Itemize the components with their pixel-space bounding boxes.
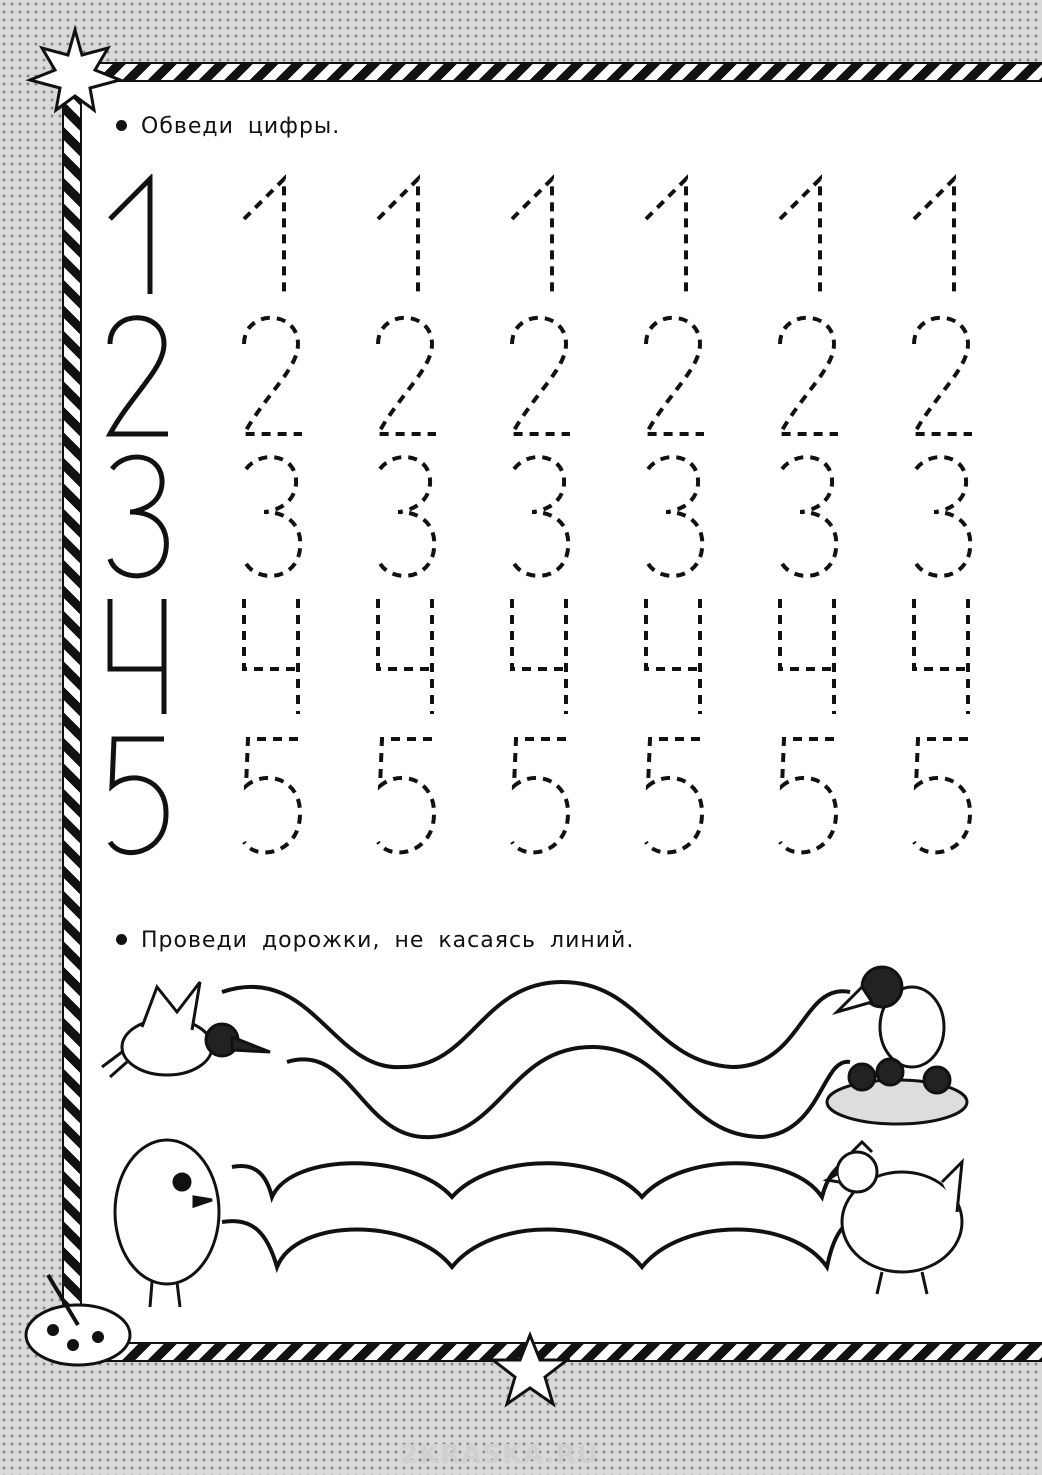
arch-track-upper[interactable]	[232, 1162, 847, 1197]
star-icon	[490, 1330, 570, 1410]
instruction-text: Проведи дорожки, не касаясь линий.	[141, 928, 635, 953]
frame-top-border	[62, 62, 1042, 82]
worksheet	[82, 82, 1042, 1342]
arch-track-lower[interactable]	[222, 1221, 850, 1267]
flying-crow	[102, 982, 270, 1077]
path-tracks	[82, 82, 1042, 1342]
watermark: 2KRASKA.RU	[400, 1440, 599, 1470]
maple-leaf-icon	[20, 20, 130, 120]
wave-track-upper[interactable]	[222, 982, 850, 1067]
paint-palette-icon	[18, 1265, 138, 1375]
frame-left-border	[62, 62, 82, 1362]
instruction-text: Обведи цифры.	[141, 114, 341, 139]
hen	[827, 1142, 962, 1294]
